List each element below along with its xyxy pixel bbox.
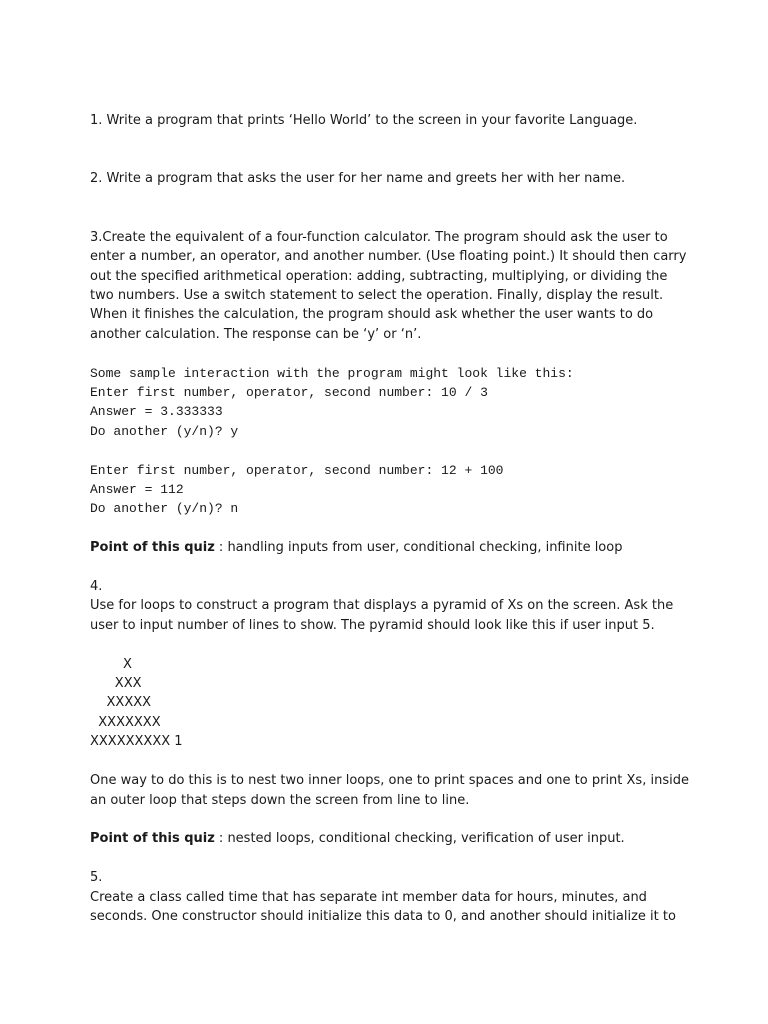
question-1: 1. Write a program that prints ‘Hello World’ to the screen in your favorite Language. [90, 113, 638, 128]
quiz-point-3 [90, 538, 690, 557]
question-4-number: 4. [90, 579, 103, 595]
question-3: 3.Create the equivalent of a four-function calculator. The program should ask the user to enter a number, an operator, and another number. (Use floating point.) It should then carry out the specified arithmetical operation: adding, subtracting, multiplying, or dividing the two numbers. Use a switch statement to select the operation. Finally, display the result. When it finishes the calculation, the program should ask whether the user wants to do another calculation. The response can be ‘y’ or ‘n’. [90, 229, 687, 342]
sample-interaction-1 [90, 364, 690, 442]
sample-line: Do another (y/n)? y [90, 423, 239, 439]
question-2: 2. Write a program that asks the user for her name and greets her with her name. [90, 171, 626, 187]
question-4: Use for loops to construct a program that displays a pyramid of Xs on the screen. Ask the user to input number of lines to show. The pyramid should look like this if user input 5. [90, 598, 674, 633]
pyramid-line: XXX [90, 676, 142, 692]
pyramid-line: XXXXX [90, 695, 152, 711]
pyramid-line: XXXXXXX [90, 714, 161, 730]
quiz-point-label: Point of this quiz [90, 831, 215, 847]
question-4-hint: One way to do this is to nest two inner loops, one to print spaces and one to print Xs, inside an outer loop that steps down the screen from line to line. [90, 773, 689, 808]
quiz-point-text: : handling inputs from user, conditional checking, infinite loop [214, 540, 623, 556]
question-5: Create a class called time that has separate int member data for hours, minutes, and seconds. One constructor should initialize this data to 0, and another should initialize it to [90, 889, 676, 924]
quiz-point-text: : nested loops, conditional checking, verification of user input. [214, 831, 625, 847]
pyramid-line: XXXXXXXXX 1 [90, 734, 183, 750]
sample-line: Enter first number, operator, second number: 12 + 100 [90, 462, 504, 478]
document-page [90, 111, 690, 926]
sample-line: Answer = 112 [90, 482, 184, 498]
sample-line: Some sample interaction with the program might look like this: [90, 365, 574, 381]
sample-line: Enter first number, operator, second number: 10 / 3 [90, 385, 488, 401]
sample-interaction-2 [90, 461, 690, 519]
pyramid-example [90, 655, 690, 752]
sample-line: Answer = 3.333333 [90, 404, 223, 420]
quiz-point-4 [90, 829, 690, 848]
sample-line: Do another (y/n)? n [90, 501, 239, 517]
quiz-point-label: Point of this quiz [90, 540, 215, 556]
pyramid-line: X [90, 656, 132, 672]
question-5-number: 5. [90, 870, 103, 886]
